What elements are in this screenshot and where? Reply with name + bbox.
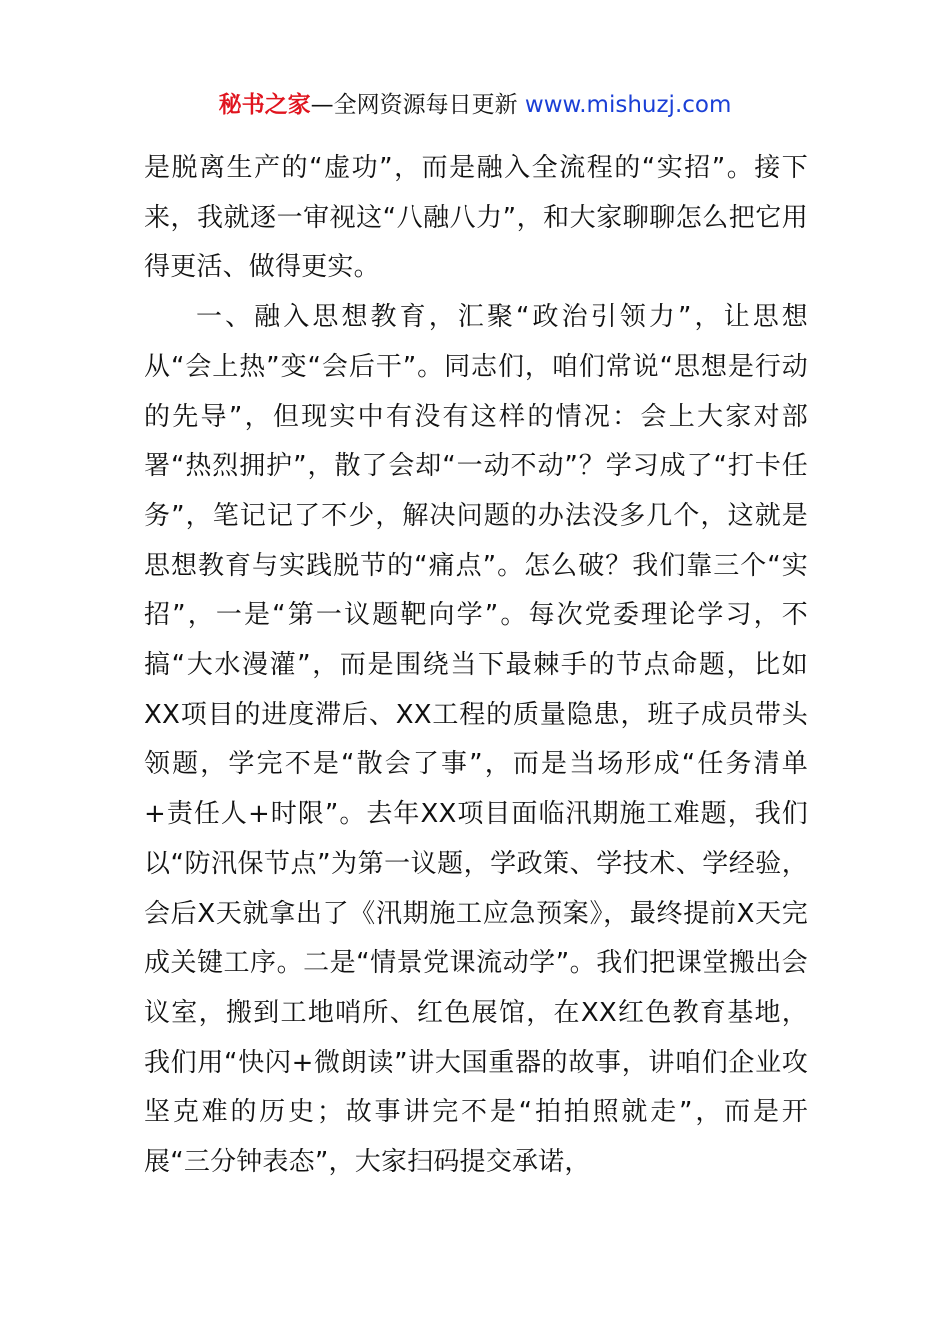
header-brand: 秘书之家 <box>218 92 311 118</box>
document-body <box>144 144 808 1188</box>
page-header <box>0 88 950 122</box>
paragraph-section-one: 一、融入思想教育，汇聚“政治引领力”，让思想从“会上热”变“会后干”。同志们，咱们常说“思想是行动的先导”，但现实中有没有这样的情况：会上大家对部署“热烈拥护”，散了会却“一动不动”？学习成了“打卡任务”，笔记记了不少，解决问题的办法没多几个，这就是思想教育与实践脱节的“痛点”。怎么破？我们靠三个“实招”，一是“第一议题靶向学”。每次党委理论学习，不搞“大水漫灌”，而是围绕当下最棘手的节点命题，比如XX项目的进度滞后、XX工程的质量隐患，班子成员带头领题，学完不是“散会了事”，而是当场形成“任务清单+责任人+时限”。去年XX项目面临汛期施工难题，我们以“防汛保节点”为第一议题，学政策、学技术、学经验，会后X天就拿出了《汛期施工应急预案》，最终提前X天完成关键工序。二是“情景党课流动学”。我们把课堂搬出会议室，搬到工地哨所、红色展馆，在XX红色教育基地，我们用“快闪+微朗读”讲大国重器的故事，讲咱们企业攻坚克难的历史；故事讲完不是“拍拍照就走”，而是开展“三分钟表态”，大家扫码提交承诺， <box>144 302 808 1178</box>
header-url[interactable]: www.mishuzj.com <box>524 92 732 118</box>
paragraph-continuation: 是脱离生产的“虚功”，而是融入全流程的“实招”。接下来，我就逐一审视这“八融八力”，和大家聊聊怎么把它用得更活、做得更实。 <box>144 153 808 283</box>
header-tagline: —全网资源每日更新 <box>310 92 525 118</box>
